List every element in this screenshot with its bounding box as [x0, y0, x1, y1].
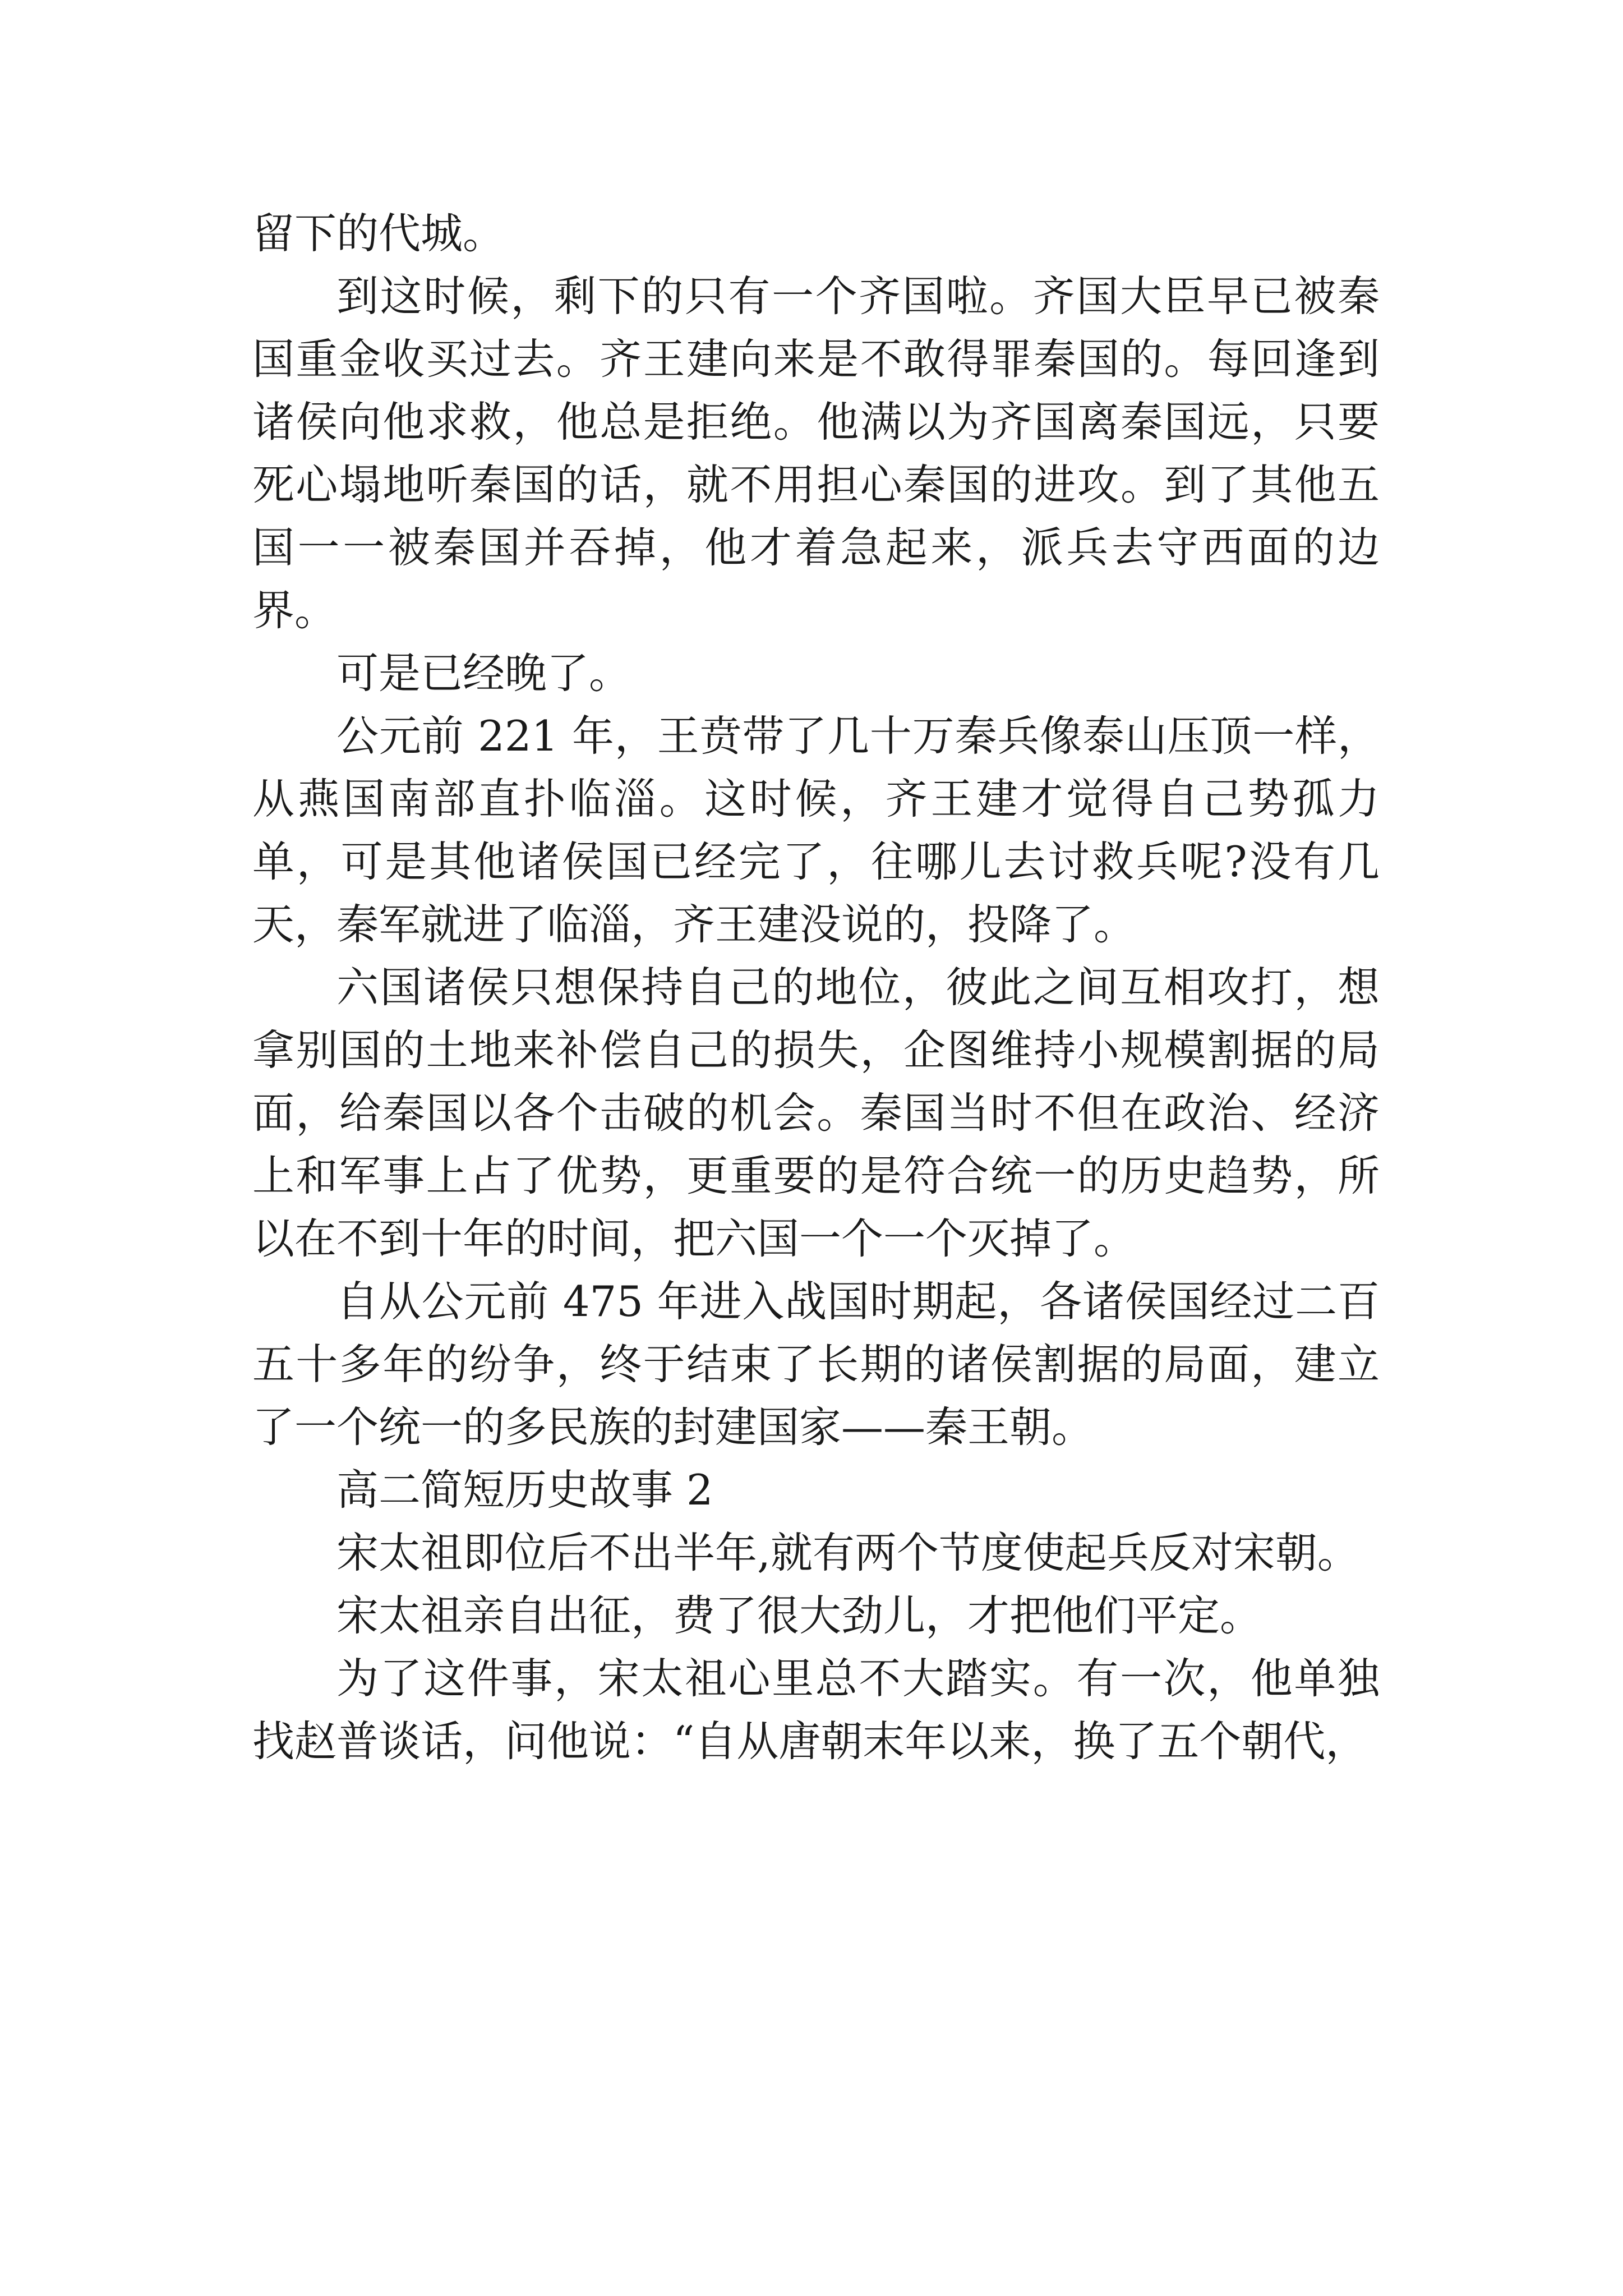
paragraph-4: 公元前 221 年，王贲带了几十万秦兵像泰山压顶一样，从燕国南部直扑临淄。这时候，齐王建才觉得自己势孤力单，可是其他诸侯国已经完了，往哪儿去讨救兵呢?没有几天，秦军就进了临淄，齐王建没说的，投降了。: [252, 711, 1380, 949]
document-body: [252, 202, 1380, 1773]
paragraph-9: 为了这件事，宋太祖心里总不大踏实。有一次，他单独找赵普谈话，问他说：“自从唐朝末年以来，换了五个朝代，: [252, 1654, 1380, 1766]
section-heading: 高二简短历史故事 2: [336, 1465, 713, 1515]
paragraph-1: 留下的代城。: [252, 209, 505, 258]
paragraph-5: 六国诸侯只想保持自己的地位，彼此之间互相攻打，想拿别国的土地来补偿自己的损失，企图维持小规模割据的局面，给秦国以各个击破的机会。秦国当时不但在政治、经济上和军事上占了优势，更重要的是符合统一的历史趋势，所以在不到十年的时间，把六国一个一个灭掉了。: [252, 963, 1380, 1263]
paragraph-8: 宋太祖亲自出征，费了很大劲儿，才把他们平定。: [336, 1591, 1262, 1640]
paragraph-2: 到这时候，剩下的只有一个齐国啦。齐国大臣早已被秦国重金收买过去。齐王建向来是不敢得罪秦国的。每回逢到诸侯向他求救，他总是拒绝。他满以为齐国离秦国远，只要死心塌地听秦国的话，就不用担心秦国的进攻。到了其他五国一一被秦国并吞掉，他才着急起来，派兵去守西面的边界。: [252, 272, 1380, 635]
paragraph-7: 宋太祖即位后不出半年,就有两个节度使起兵反对宋朝。: [336, 1528, 1359, 1577]
paragraph-6: 自从公元前 475 年进入战国时期起，各诸侯国经过二百五十多年的纷争，终于结束了长期的诸侯割据的局面，建立了一个统一的多民族的封建国家——秦王朝。: [252, 1277, 1380, 1452]
paragraph-3: 可是已经晚了。: [336, 648, 631, 698]
